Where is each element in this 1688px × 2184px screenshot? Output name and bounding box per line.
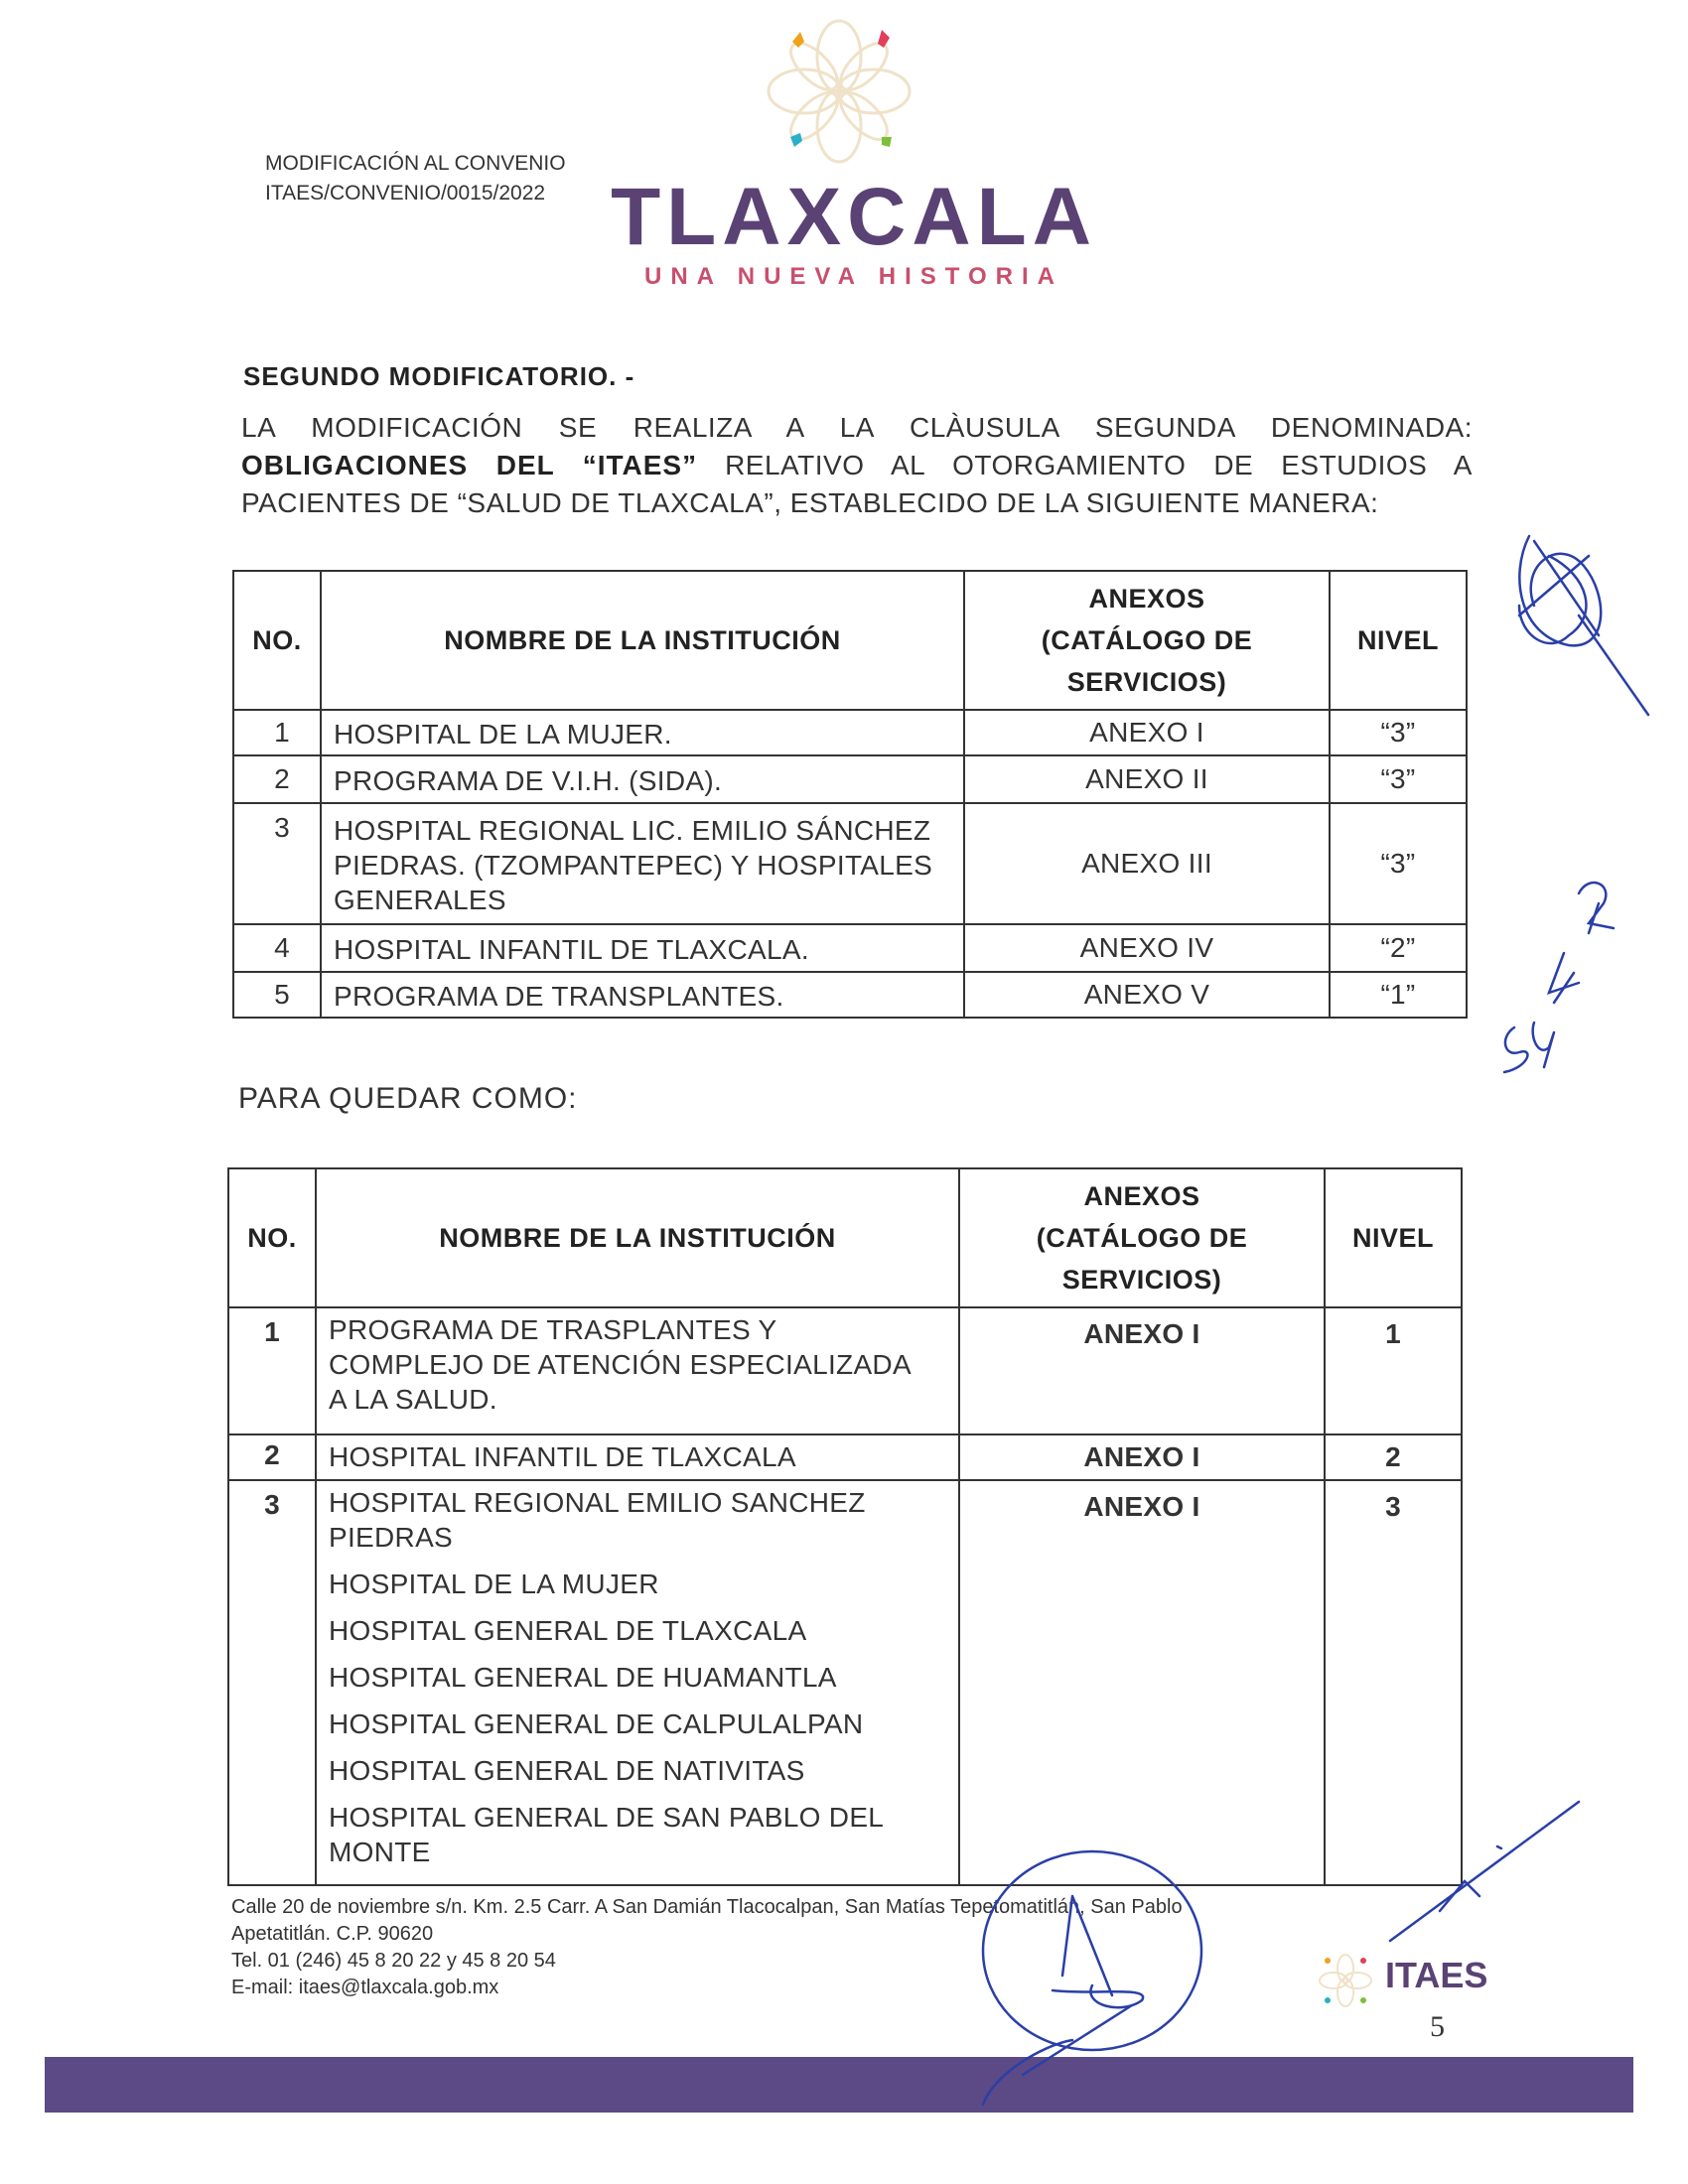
- itaes-logo: [1306, 1951, 1524, 2030]
- row-number: 2: [228, 1434, 316, 1480]
- table-row: [233, 972, 1467, 1018]
- header-annex-line-1: ANEXOS: [1083, 1181, 1200, 1211]
- table-row: [228, 1307, 1462, 1434]
- table-row: [233, 710, 1467, 755]
- row-number: 5: [233, 972, 321, 1018]
- row-number: 4: [233, 924, 321, 972]
- footer-address: [231, 1894, 1423, 2001]
- table-header-row: [233, 571, 1467, 710]
- header-annex-line-1: ANEXOS: [1088, 584, 1205, 614]
- row-number: 2: [233, 755, 321, 803]
- level-value: “3”: [1330, 710, 1467, 755]
- header-level: NIVEL: [1330, 571, 1467, 710]
- level-value: “3”: [1330, 755, 1467, 803]
- top-initial-signature-icon: [1519, 536, 1648, 715]
- institution-line: HOSPITAL GENERAL DE TLAXCALA: [329, 1615, 807, 1646]
- email-text: E-mail: itaes@tlaxcala.gob.mx: [231, 1977, 499, 1998]
- intro-paragraph: [241, 409, 1473, 522]
- header-annex-line-3: SERVICIOS): [1061, 1265, 1222, 1295]
- institution-line: PIEDRAS. (TZOMPANTEPEC) Y HOSPITALES: [334, 849, 933, 881]
- brand-tagline: UNA NUEVA HISTORIA: [643, 263, 1063, 290]
- institution-name: [321, 803, 964, 924]
- address-line-2: Apetatitlán. C.P. 90620: [231, 1923, 434, 1945]
- annex-value: ANEXO I: [959, 1434, 1325, 1480]
- institution-name: PROGRAMA DE V.I.H. (SIDA).: [321, 755, 964, 803]
- institution-line: GENERALES: [334, 884, 506, 915]
- header-annex-line-2: (CATÁLOGO DE: [1041, 625, 1253, 655]
- header-annex: [964, 571, 1330, 710]
- institution-line: PIEDRAS: [329, 1522, 454, 1553]
- header-annex: [959, 1168, 1325, 1307]
- table-header-row: [228, 1168, 1462, 1307]
- institution-name: HOSPITAL INFANTIL DE TLAXCALA: [316, 1434, 959, 1480]
- page-number: 5: [1430, 2010, 1445, 2043]
- row-number: 1: [228, 1307, 316, 1434]
- institution-line: HOSPITAL REGIONAL EMILIO SANCHEZ: [329, 1487, 866, 1518]
- annex-value: ANEXO I: [959, 1480, 1325, 1885]
- header-annex-line-3: SERVICIOS): [1066, 667, 1227, 697]
- table-row: [233, 755, 1467, 803]
- level-value: “3”: [1330, 803, 1467, 924]
- row-number: 3: [228, 1480, 316, 1885]
- institution-line: MONTE: [329, 1837, 431, 1867]
- level-value: “1”: [1330, 972, 1467, 1018]
- institution-line: HOSPITAL GENERAL DE HUAMANTLA: [329, 1662, 837, 1693]
- footer-color-bar: [45, 2057, 1633, 2113]
- original-institutions-table: [232, 570, 1468, 1019]
- table-row: [228, 1480, 1462, 1885]
- tlaxcala-logo: [556, 12, 1152, 300]
- header-annex-line-2: (CATÁLOGO DE: [1036, 1223, 1248, 1253]
- annex-value: ANEXO II: [964, 755, 1330, 803]
- annex-value: ANEXO IV: [964, 924, 1330, 972]
- institution-line: PROGRAMA DE TRASPLANTES Y: [329, 1314, 777, 1345]
- level-value: 2: [1325, 1434, 1462, 1480]
- annex-value: ANEXO I: [964, 710, 1330, 755]
- institution-line: HOSPITAL GENERAL DE NATIVITAS: [329, 1755, 805, 1786]
- header-no: NO.: [233, 571, 321, 710]
- header-no: NO.: [228, 1168, 316, 1307]
- intro-text-2: RELATIVO AL OTORGAMIENTO DE ESTUDIOS A PACIENTES DE “SALUD DE TLAXCALA”, ESTABLECIDO DE LA SIGUIENTE MANERA:: [241, 450, 1473, 518]
- institution-line: HOSPITAL GENERAL DE SAN PABLO DEL: [329, 1802, 885, 1833]
- level-value: 1: [1325, 1307, 1462, 1434]
- level-value: 3: [1325, 1480, 1462, 1885]
- table-row: [233, 803, 1467, 924]
- section-heading: SEGUNDO MODIFICATORIO. -: [243, 361, 635, 391]
- annex-value: ANEXO V: [964, 972, 1330, 1018]
- intro-bold-text: OBLIGACIONES DEL “ITAES”: [241, 450, 698, 480]
- institution-line: HOSPITAL REGIONAL LIC. EMILIO SÁNCHEZ: [334, 814, 931, 846]
- annex-value: ANEXO III: [964, 803, 1330, 924]
- reference-line-1: MODIFICACIÓN AL CONVENIO: [265, 152, 566, 175]
- institution-name: [316, 1307, 959, 1434]
- institution-name: HOSPITAL DE LA MUJER.: [321, 710, 964, 755]
- row-number: 1: [233, 710, 321, 755]
- institution-line: COMPLEJO DE ATENCIÓN ESPECIALIZADA: [329, 1349, 912, 1380]
- phone-text: Tel. 01 (246) 45 8 20 22 y 45 8 20 54: [231, 1950, 556, 1972]
- header-level: NIVEL: [1325, 1168, 1462, 1307]
- institution-line: A LA SALUD.: [329, 1384, 497, 1415]
- transition-text: PARA QUEDAR COMO:: [238, 1082, 578, 1115]
- document-reference: [265, 149, 566, 208]
- table-row: [228, 1434, 1462, 1480]
- header-institution: NOMBRE DE LA INSTITUCIÓN: [316, 1168, 959, 1307]
- annex-value: ANEXO I: [959, 1307, 1325, 1434]
- institution-line: HOSPITAL GENERAL DE CALPULALPAN: [329, 1708, 864, 1739]
- row-number: 3: [233, 803, 321, 924]
- institution-name: PROGRAMA DE TRANSPLANTES.: [321, 972, 964, 1018]
- handwritten-date-icon: [1504, 883, 1614, 1072]
- address-line-1: Calle 20 de noviembre s/n. Km. 2.5 Carr. A San Damián Tlacocalpan, San Matías Tepetomatitlán, San Pablo: [231, 1896, 1183, 1918]
- header-institution: NOMBRE DE LA INSTITUCIÓN: [321, 571, 964, 710]
- level-value: “2”: [1330, 924, 1467, 972]
- intro-text-1: LA MODIFICACIÓN SE REALIZA A LA CLÀUSULA SEGUNDA DENOMINADA:: [241, 412, 1473, 443]
- new-institutions-table: [227, 1167, 1463, 1886]
- brand-name: TLAXCALA: [611, 172, 1097, 262]
- institution-name: [316, 1480, 959, 1885]
- small-flower-icon: [1316, 1951, 1375, 2010]
- institution-name: HOSPITAL INFANTIL DE TLAXCALA.: [321, 924, 964, 972]
- institution-line: HOSPITAL DE LA MUJER: [329, 1569, 659, 1599]
- reference-line-2: ITAES/CONVENIO/0015/2022: [265, 182, 546, 205]
- table-row: [233, 924, 1467, 972]
- flower-emblem-icon: [755, 12, 923, 171]
- itaes-logo-text: ITAES: [1385, 1955, 1488, 1995]
